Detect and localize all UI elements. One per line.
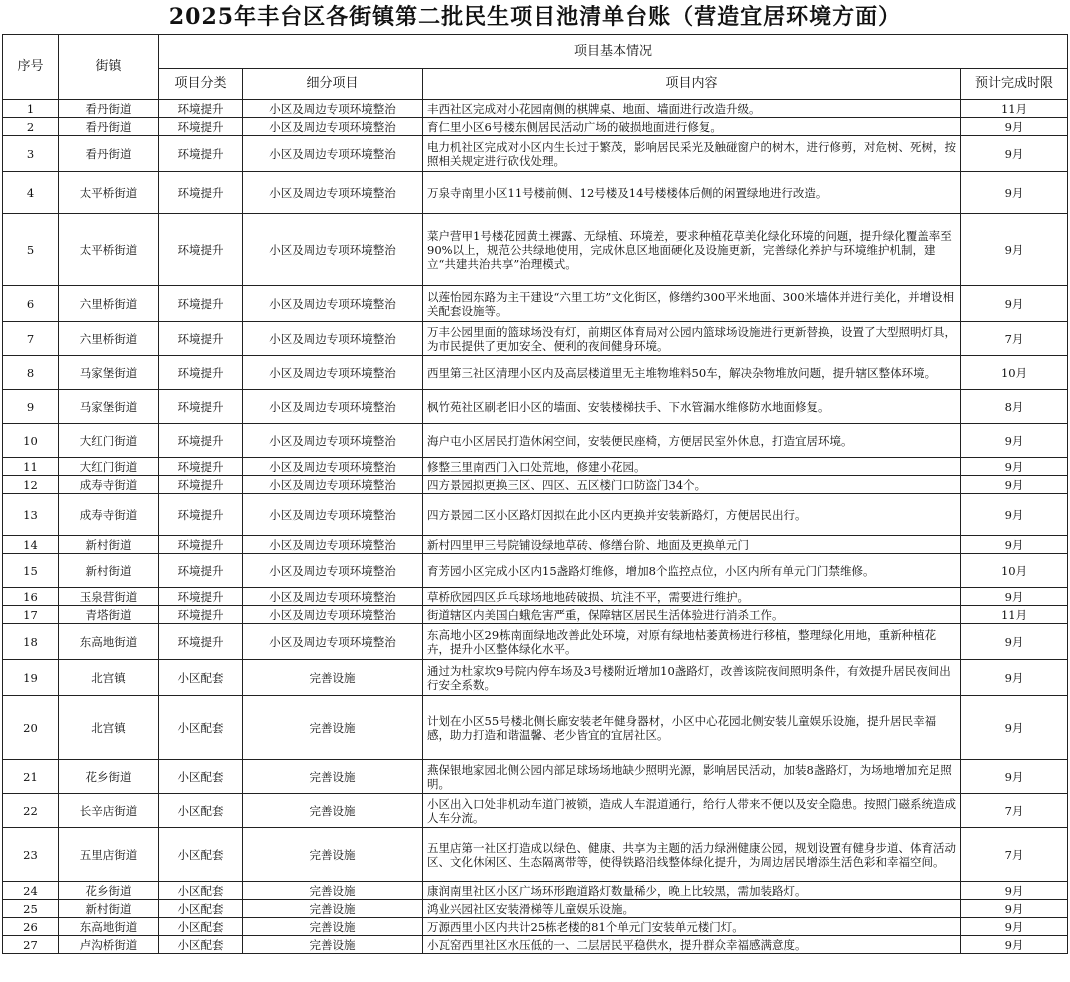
cell-subitem: 小区及周边专项环境整治: [243, 624, 423, 660]
cell-street: 北宫镇: [59, 660, 159, 696]
cell-content: 修整三里南西门入口处荒地，修建小花园。: [423, 458, 961, 476]
cell-time: 9月: [961, 660, 1068, 696]
cell-content: 万泉寺南里小区11号楼前侧、12号楼及14号楼楼体后侧的闲置绿地进行改造。: [423, 172, 961, 214]
cell-content: 丰西社区完成对小花园南侧的棋牌桌、地面、墙面进行改造升级。: [423, 100, 961, 118]
cell-subitem: 小区及周边专项环境整治: [243, 118, 423, 136]
cell-subitem: 完善设施: [243, 900, 423, 918]
cell-street: 太平桥街道: [59, 214, 159, 286]
cell-subitem: 小区及周边专项环境整治: [243, 322, 423, 356]
cell-category: 小区配套: [159, 794, 243, 828]
header-time: 预计完成时限: [961, 69, 1068, 100]
cell-street: 玉泉营街道: [59, 588, 159, 606]
table-row: [3, 286, 1068, 322]
table-row: [3, 900, 1068, 918]
cell-time: 9月: [961, 494, 1068, 536]
cell-subitem: 小区及周边专项环境整治: [243, 554, 423, 588]
cell-seq: 12: [3, 476, 59, 494]
cell-content: 电力机社区完成对小区内生长过于繁茂，影响居民采光及触碰窗户的树木，进行修剪，对危树、死树，按照相关规定进行砍伐处理。: [423, 136, 961, 172]
cell-content: 街道辖区内美国白蛾危害严重，保障辖区居民生活体验进行消杀工作。: [423, 606, 961, 624]
cell-seq: 15: [3, 554, 59, 588]
cell-subitem: 完善设施: [243, 760, 423, 794]
cell-time: 9月: [961, 424, 1068, 458]
cell-street: 青塔街道: [59, 606, 159, 624]
cell-time: 9月: [961, 588, 1068, 606]
cell-category: 小区配套: [159, 900, 243, 918]
cell-street: 花乡街道: [59, 760, 159, 794]
cell-content: 四方景园拟更换三区、四区、五区楼门口防盗门34个。: [423, 476, 961, 494]
cell-subitem: 完善设施: [243, 794, 423, 828]
cell-street: 马家堡街道: [59, 390, 159, 424]
cell-seq: 16: [3, 588, 59, 606]
header-basic-info: 项目基本情况: [159, 35, 1068, 69]
cell-seq: 10: [3, 424, 59, 458]
cell-category: 环境提升: [159, 624, 243, 660]
cell-seq: 22: [3, 794, 59, 828]
cell-subitem: 完善设施: [243, 882, 423, 900]
cell-seq: 24: [3, 882, 59, 900]
cell-street: 马家堡街道: [59, 356, 159, 390]
table-row: [3, 494, 1068, 536]
table-row: [3, 476, 1068, 494]
table-row: [3, 588, 1068, 606]
header-content: 项目内容: [423, 69, 961, 100]
cell-category: 环境提升: [159, 172, 243, 214]
table-row: [3, 100, 1068, 118]
header-category: 项目分类: [159, 69, 243, 100]
cell-category: 小区配套: [159, 828, 243, 882]
table-row: [3, 918, 1068, 936]
cell-seq: 9: [3, 390, 59, 424]
cell-street: 卢沟桥街道: [59, 936, 159, 954]
table-row: [3, 882, 1068, 900]
cell-street: 看丹街道: [59, 136, 159, 172]
cell-content: 东高地小区29栋南面绿地改善此处环境，对原有绿地枯萎黄杨进行移植，整理绿化用地，重新种植花卉，提升小区整体绿化水平。: [423, 624, 961, 660]
cell-subitem: 小区及周边专项环境整治: [243, 494, 423, 536]
table-row: [3, 554, 1068, 588]
cell-category: 小区配套: [159, 882, 243, 900]
project-table: [2, 34, 1068, 954]
cell-time: 7月: [961, 828, 1068, 882]
cell-subitem: 小区及周边专项环境整治: [243, 286, 423, 322]
cell-category: 小区配套: [159, 696, 243, 760]
cell-street: 新村街道: [59, 900, 159, 918]
cell-time: 9月: [961, 918, 1068, 936]
cell-content: 小区出入口处非机动车道门被锁，造成人车混道通行，给行人带来不便以及安全隐患。按照门磁系统造成人车分流。: [423, 794, 961, 828]
cell-time: 9月: [961, 458, 1068, 476]
cell-category: 环境提升: [159, 588, 243, 606]
cell-time: 9月: [961, 936, 1068, 954]
header-subitem: 细分项目: [243, 69, 423, 100]
cell-street: 成寿寺街道: [59, 476, 159, 494]
cell-category: 环境提升: [159, 424, 243, 458]
cell-time: 9月: [961, 882, 1068, 900]
cell-time: 9月: [961, 624, 1068, 660]
cell-time: 9月: [961, 900, 1068, 918]
cell-seq: 11: [3, 458, 59, 476]
table-row: [3, 794, 1068, 828]
cell-seq: 26: [3, 918, 59, 936]
cell-seq: 23: [3, 828, 59, 882]
cell-content: 以莲怡园东路为主干建设“六里工坊”文化街区，修缮约300平米地面、300米墙体并进行美化，并增设相关配套设施等。: [423, 286, 961, 322]
cell-seq: 3: [3, 136, 59, 172]
cell-time: 9月: [961, 172, 1068, 214]
table-row: [3, 696, 1068, 760]
table-row: [3, 828, 1068, 882]
cell-category: 环境提升: [159, 390, 243, 424]
cell-category: 小区配套: [159, 918, 243, 936]
cell-subitem: 小区及周边专项环境整治: [243, 136, 423, 172]
cell-seq: 20: [3, 696, 59, 760]
table-row: [3, 660, 1068, 696]
cell-seq: 27: [3, 936, 59, 954]
page-title: 2025年丰台区各街镇第二批民生项目池清单台账（营造宜居环境方面）: [168, 4, 902, 30]
cell-seq: 5: [3, 214, 59, 286]
cell-seq: 14: [3, 536, 59, 554]
cell-subitem: 小区及周边专项环境整治: [243, 588, 423, 606]
cell-subitem: 小区及周边专项环境整治: [243, 172, 423, 214]
cell-time: 7月: [961, 794, 1068, 828]
cell-content: 鸿业兴园社区安装滑梯等儿童娱乐设施。: [423, 900, 961, 918]
cell-seq: 8: [3, 356, 59, 390]
table-row: [3, 172, 1068, 214]
table-row: [3, 322, 1068, 356]
cell-category: 环境提升: [159, 214, 243, 286]
cell-time: 9月: [961, 476, 1068, 494]
table-row: [3, 458, 1068, 476]
cell-seq: 19: [3, 660, 59, 696]
cell-content: 育仁里小区6号楼东侧居民活动广场的破损地面进行修复。: [423, 118, 961, 136]
cell-street: 新村街道: [59, 554, 159, 588]
cell-time: 9月: [961, 136, 1068, 172]
cell-content: 海户屯小区居民打造休闲空间，安装便民座椅，方便居民室外休息，打造宜居环境。: [423, 424, 961, 458]
cell-category: 环境提升: [159, 476, 243, 494]
cell-content: 菜户营甲1号楼花园黄土裸露、无绿植、环境差，要求种植花草美化绿化环境的问题，提升绿化覆盖率至90%以上，规范公共绿地使用，完成休息区地面硬化及设施更新，完善绿化养护与环境维护机制，建立“共建共治共享”治理模式。: [423, 214, 961, 286]
cell-street: 看丹街道: [59, 118, 159, 136]
cell-category: 环境提升: [159, 136, 243, 172]
cell-time: 7月: [961, 322, 1068, 356]
cell-subitem: 小区及周边专项环境整治: [243, 606, 423, 624]
cell-time: 11月: [961, 606, 1068, 624]
cell-category: 环境提升: [159, 322, 243, 356]
cell-time: 9月: [961, 696, 1068, 760]
cell-street: 东高地街道: [59, 624, 159, 660]
cell-category: 环境提升: [159, 356, 243, 390]
cell-content: 通过为杜家坎9号院内停车场及3号楼附近增加10盏路灯，改善该院夜间照明条件，有效提升居民夜间出行安全系数。: [423, 660, 961, 696]
cell-category: 环境提升: [159, 458, 243, 476]
table-body: [3, 100, 1068, 954]
cell-seq: 17: [3, 606, 59, 624]
cell-seq: 4: [3, 172, 59, 214]
cell-seq: 13: [3, 494, 59, 536]
cell-category: 环境提升: [159, 536, 243, 554]
cell-street: 五里店街道: [59, 828, 159, 882]
cell-category: 环境提升: [159, 494, 243, 536]
cell-time: 9月: [961, 214, 1068, 286]
cell-content: 康润南里社区小区广场环形跑道路灯数量稀少，晚上比较黑，需加装路灯。: [423, 882, 961, 900]
cell-subitem: 小区及周边专项环境整治: [243, 536, 423, 554]
table-row: [3, 214, 1068, 286]
cell-time: 8月: [961, 390, 1068, 424]
cell-seq: 18: [3, 624, 59, 660]
cell-subitem: 小区及周边专项环境整治: [243, 458, 423, 476]
cell-seq: 21: [3, 760, 59, 794]
cell-content: 新村四里甲三号院铺设绿地草砖、修缮台阶、地面及更换单元门: [423, 536, 961, 554]
cell-content: 五里店第一社区打造成以绿色、健康、共享为主题的活力绿洲健康公园，规划设置有健身步道、体育活动区、文化休闲区、生态隔离带等，使得铁路沿线整体绿化提升，为周边居民增添生活色彩和幸福空间。: [423, 828, 961, 882]
cell-street: 六里桥街道: [59, 286, 159, 322]
cell-subitem: 完善设施: [243, 918, 423, 936]
cell-street: 看丹街道: [59, 100, 159, 118]
cell-category: 环境提升: [159, 554, 243, 588]
cell-subitem: 完善设施: [243, 696, 423, 760]
cell-street: 成寿寺街道: [59, 494, 159, 536]
cell-category: 环境提升: [159, 606, 243, 624]
table-row: [3, 136, 1068, 172]
cell-subitem: 小区及周边专项环境整治: [243, 214, 423, 286]
cell-category: 小区配套: [159, 660, 243, 696]
cell-content: 计划在小区55号楼北侧长廊安装老年健身器材，小区中心花园北侧安装儿童娱乐设施，提升居民幸福感，助力打造和谐温馨、老少皆宜的宜居社区。: [423, 696, 961, 760]
cell-content: 燕保银地家园北侧公园内部足球场场地缺少照明光源，影响居民活动，加装8盏路灯，为场地增加充足照明。: [423, 760, 961, 794]
table-row: [3, 760, 1068, 794]
cell-time: 10月: [961, 554, 1068, 588]
cell-time: 10月: [961, 356, 1068, 390]
cell-content: 草桥欣园四区乒乓球场地地砖破损、坑洼不平，需要进行维护。: [423, 588, 961, 606]
header-seq: 序号: [3, 35, 59, 100]
cell-content: 小瓦窑西里社区水压低的一、二层居民平稳供水，提升群众幸福感满意度。: [423, 936, 961, 954]
cell-seq: 6: [3, 286, 59, 322]
cell-subitem: 小区及周边专项环境整治: [243, 476, 423, 494]
cell-seq: 7: [3, 322, 59, 356]
cell-category: 小区配套: [159, 760, 243, 794]
cell-street: 大红门街道: [59, 458, 159, 476]
cell-street: 花乡街道: [59, 882, 159, 900]
cell-subitem: 完善设施: [243, 660, 423, 696]
cell-subitem: 小区及周边专项环境整治: [243, 100, 423, 118]
cell-time: 9月: [961, 760, 1068, 794]
table-row: [3, 356, 1068, 390]
cell-street: 长辛店街道: [59, 794, 159, 828]
table-row: [3, 606, 1068, 624]
table-row: [3, 536, 1068, 554]
cell-content: 枫竹苑社区刷老旧小区的墙面、安装楼梯扶手、下水管漏水维修防水地面修复。: [423, 390, 961, 424]
cell-street: 大红门街道: [59, 424, 159, 458]
cell-subitem: 完善设施: [243, 936, 423, 954]
cell-seq: 1: [3, 100, 59, 118]
cell-content: 四方景园二区小区路灯因拟在此小区内更换并安装新路灯，方便居民出行。: [423, 494, 961, 536]
cell-category: 小区配套: [159, 936, 243, 954]
cell-content: 育芳园小区完成小区内15盏路灯维修，增加8个监控点位，小区内所有单元门门禁维修。: [423, 554, 961, 588]
cell-category: 环境提升: [159, 118, 243, 136]
cell-time: 9月: [961, 536, 1068, 554]
cell-category: 环境提升: [159, 100, 243, 118]
cell-time: 11月: [961, 100, 1068, 118]
cell-street: 北宫镇: [59, 696, 159, 760]
cell-time: 9月: [961, 286, 1068, 322]
cell-category: 环境提升: [159, 286, 243, 322]
cell-time: 9月: [961, 118, 1068, 136]
header-street: 街镇: [59, 35, 159, 100]
table-row: [3, 118, 1068, 136]
cell-street: 六里桥街道: [59, 322, 159, 356]
cell-subitem: 小区及周边专项环境整治: [243, 390, 423, 424]
cell-seq: 25: [3, 900, 59, 918]
cell-subitem: 小区及周边专项环境整治: [243, 356, 423, 390]
cell-street: 东高地街道: [59, 918, 159, 936]
cell-seq: 2: [3, 118, 59, 136]
cell-content: 西里第三社区清理小区内及高层楼道里无主堆物堆料50车，解决杂物堆放问题，提升辖区整体环境。: [423, 356, 961, 390]
table-row: [3, 936, 1068, 954]
table-row: [3, 624, 1068, 660]
cell-content: 万源西里小区内共计25栋老楼的81个单元门安装单元楼门灯。: [423, 918, 961, 936]
cell-street: 太平桥街道: [59, 172, 159, 214]
table-row: [3, 390, 1068, 424]
cell-subitem: 小区及周边专项环境整治: [243, 424, 423, 458]
cell-subitem: 完善设施: [243, 828, 423, 882]
cell-content: 万丰公园里面的篮球场没有灯，前期区体育局对公园内篮球场设施进行更新替换，设置了大型照明灯具，为市民提供了更加安全、便利的夜间健身环境。: [423, 322, 961, 356]
table-row: [3, 424, 1068, 458]
cell-street: 新村街道: [59, 536, 159, 554]
